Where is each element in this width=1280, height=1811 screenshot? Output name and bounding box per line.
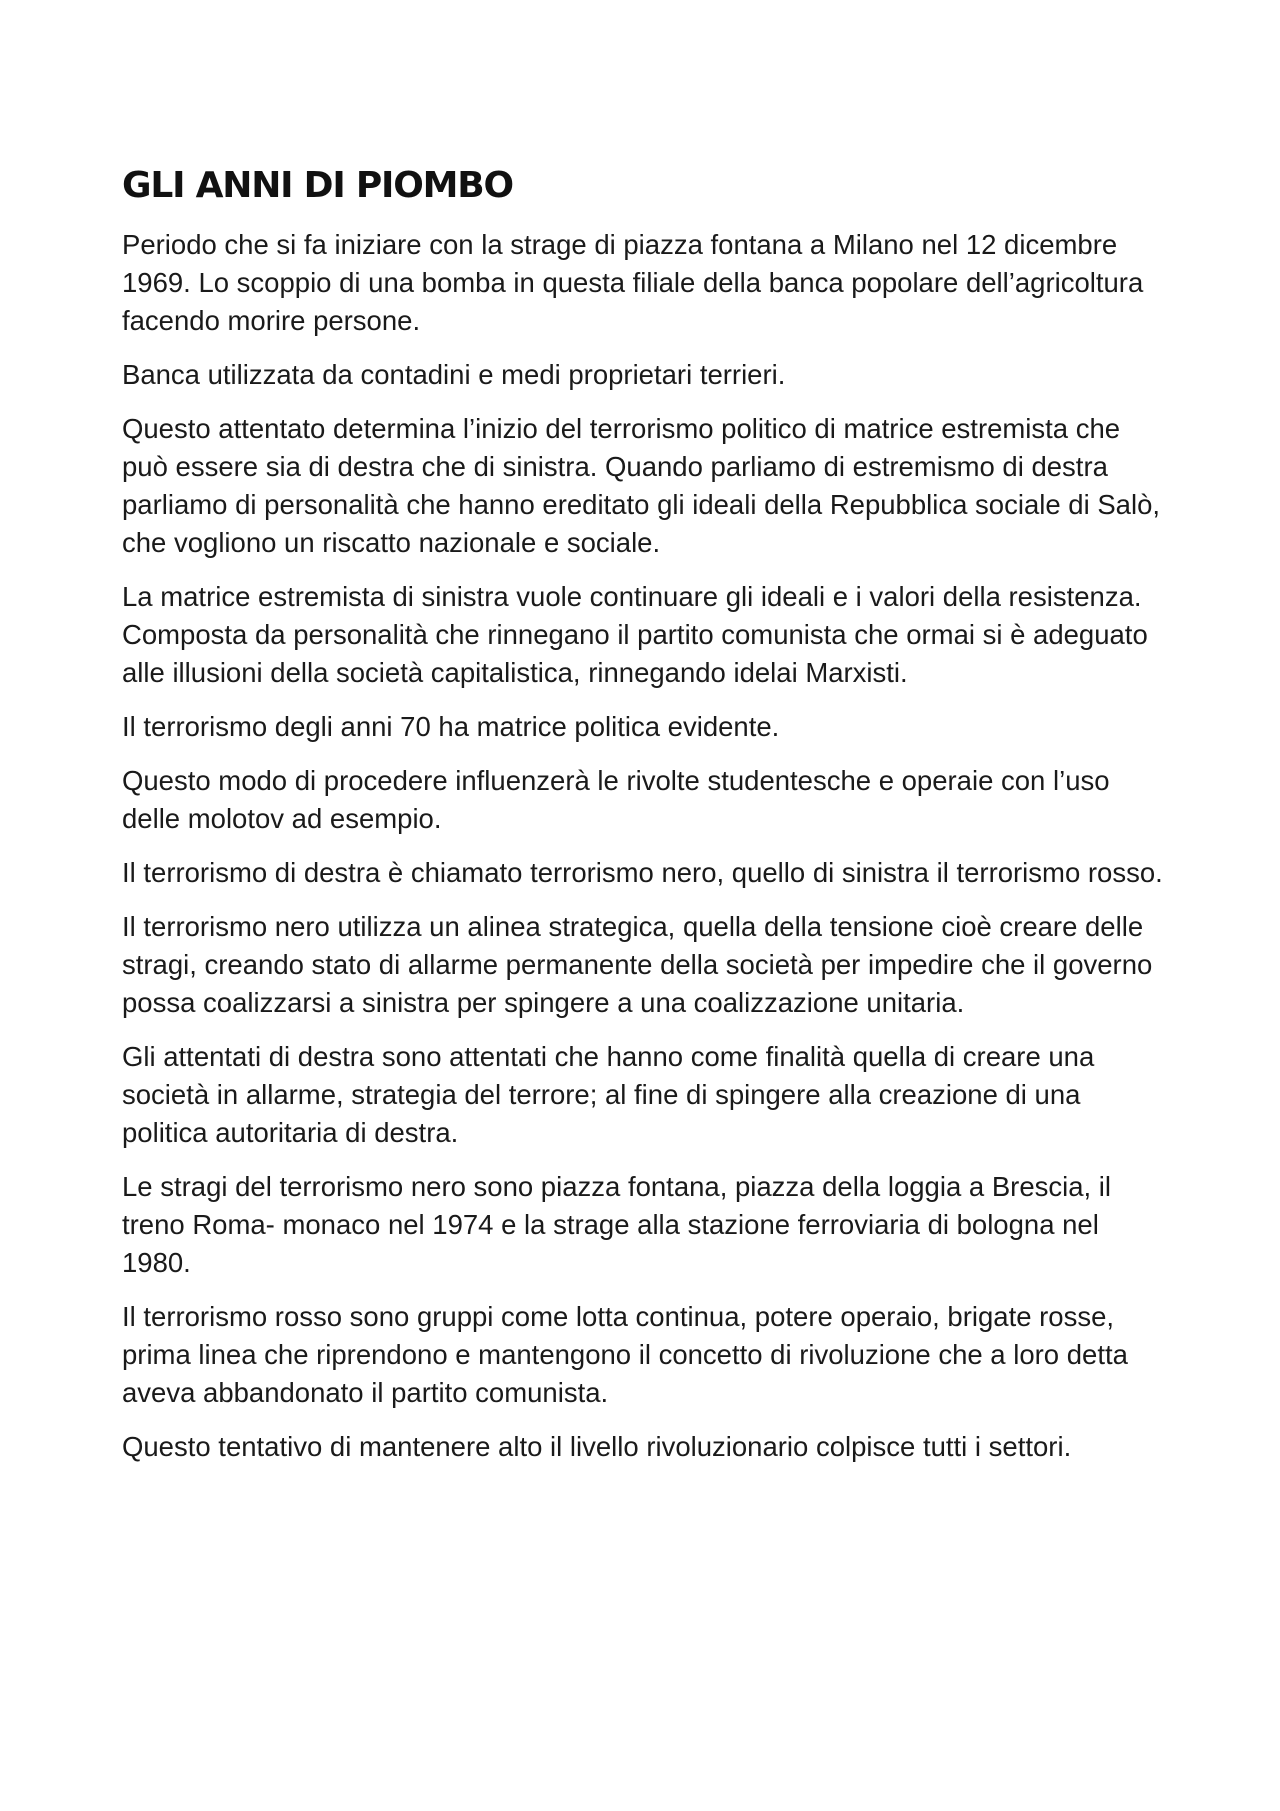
paragraph: Il terrorismo degli anni 70 ha matrice politica evidente. [122,711,780,742]
paragraph: Gli attentati di destra sono attentati che hanno come finalità quella di creare una società in allarme, strategia del terrore; al fine di spingere alla creazione di una politica autoritaria di destra. [122,1041,1095,1148]
paragraph: Le stragi del terrorismo nero sono piazza fontana, piazza della loggia a Brescia, il treno Roma- monaco nel 1974 e la strage alla stazione ferroviaria di bologna nel 1980. [122,1171,1112,1278]
paragraph: Periodo che si fa iniziare con la strage di piazza fontana a Milano nel 12 dicembre 1969. Lo scoppio di una bomba in questa filiale della banca popolare dell’agricoltura facendo morire persone. [122,229,1144,336]
paragraph: Questo modo di procedere influenzerà le rivolte studentesche e operaie con l’uso delle molotov ad esempio. [122,765,1110,834]
paragraph: Questo tentativo di mantenere alto il livello rivoluzionario colpisce tutti i settori. [122,1431,1072,1462]
paragraph: Il terrorismo di destra è chiamato terrorismo nero, quello di sinistra il terrorismo rosso. [122,857,1163,888]
paragraph: Il terrorismo nero utilizza un alinea strategica, quella della tensione cioè creare delle stragi, creando stato di allarme permanente della società per impedire che il governo possa coalizzarsi a sinistra per spingere a una coalizzazione unitaria. [122,911,1153,1018]
paragraph: Banca utilizzata da contadini e medi proprietari terrieri. [122,359,786,390]
paragraph: Il terrorismo rosso sono gruppi come lotta continua, potere operaio, brigate rosse, prima linea che riprendono e mantengono il concetto di rivoluzione che a loro detta aveva abbandonato il partito comunista. [122,1301,1128,1408]
document-title: GLI ANNI DI PIOMBO [122,165,513,206]
paragraph: La matrice estremista di sinistra vuole continuare gli ideali e i valori della resistenza. Composta da personalità che rinnegano il partito comunista che ormai si è adeguato alle illusioni della società capitalistica, rinnegando idelai Marxisti. [122,581,1148,688]
document-body [122,160,1172,1482]
paragraph: Questo attentato determina l’inizio del terrorismo politico di matrice estremista che può essere sia di destra che di sinistra. Quando parliamo di estremismo di destra parliamo di personalità che hanno ereditato gli ideali della Repubblica sociale di Salò, che vogliono un riscatto nazionale e sociale. [122,413,1161,558]
